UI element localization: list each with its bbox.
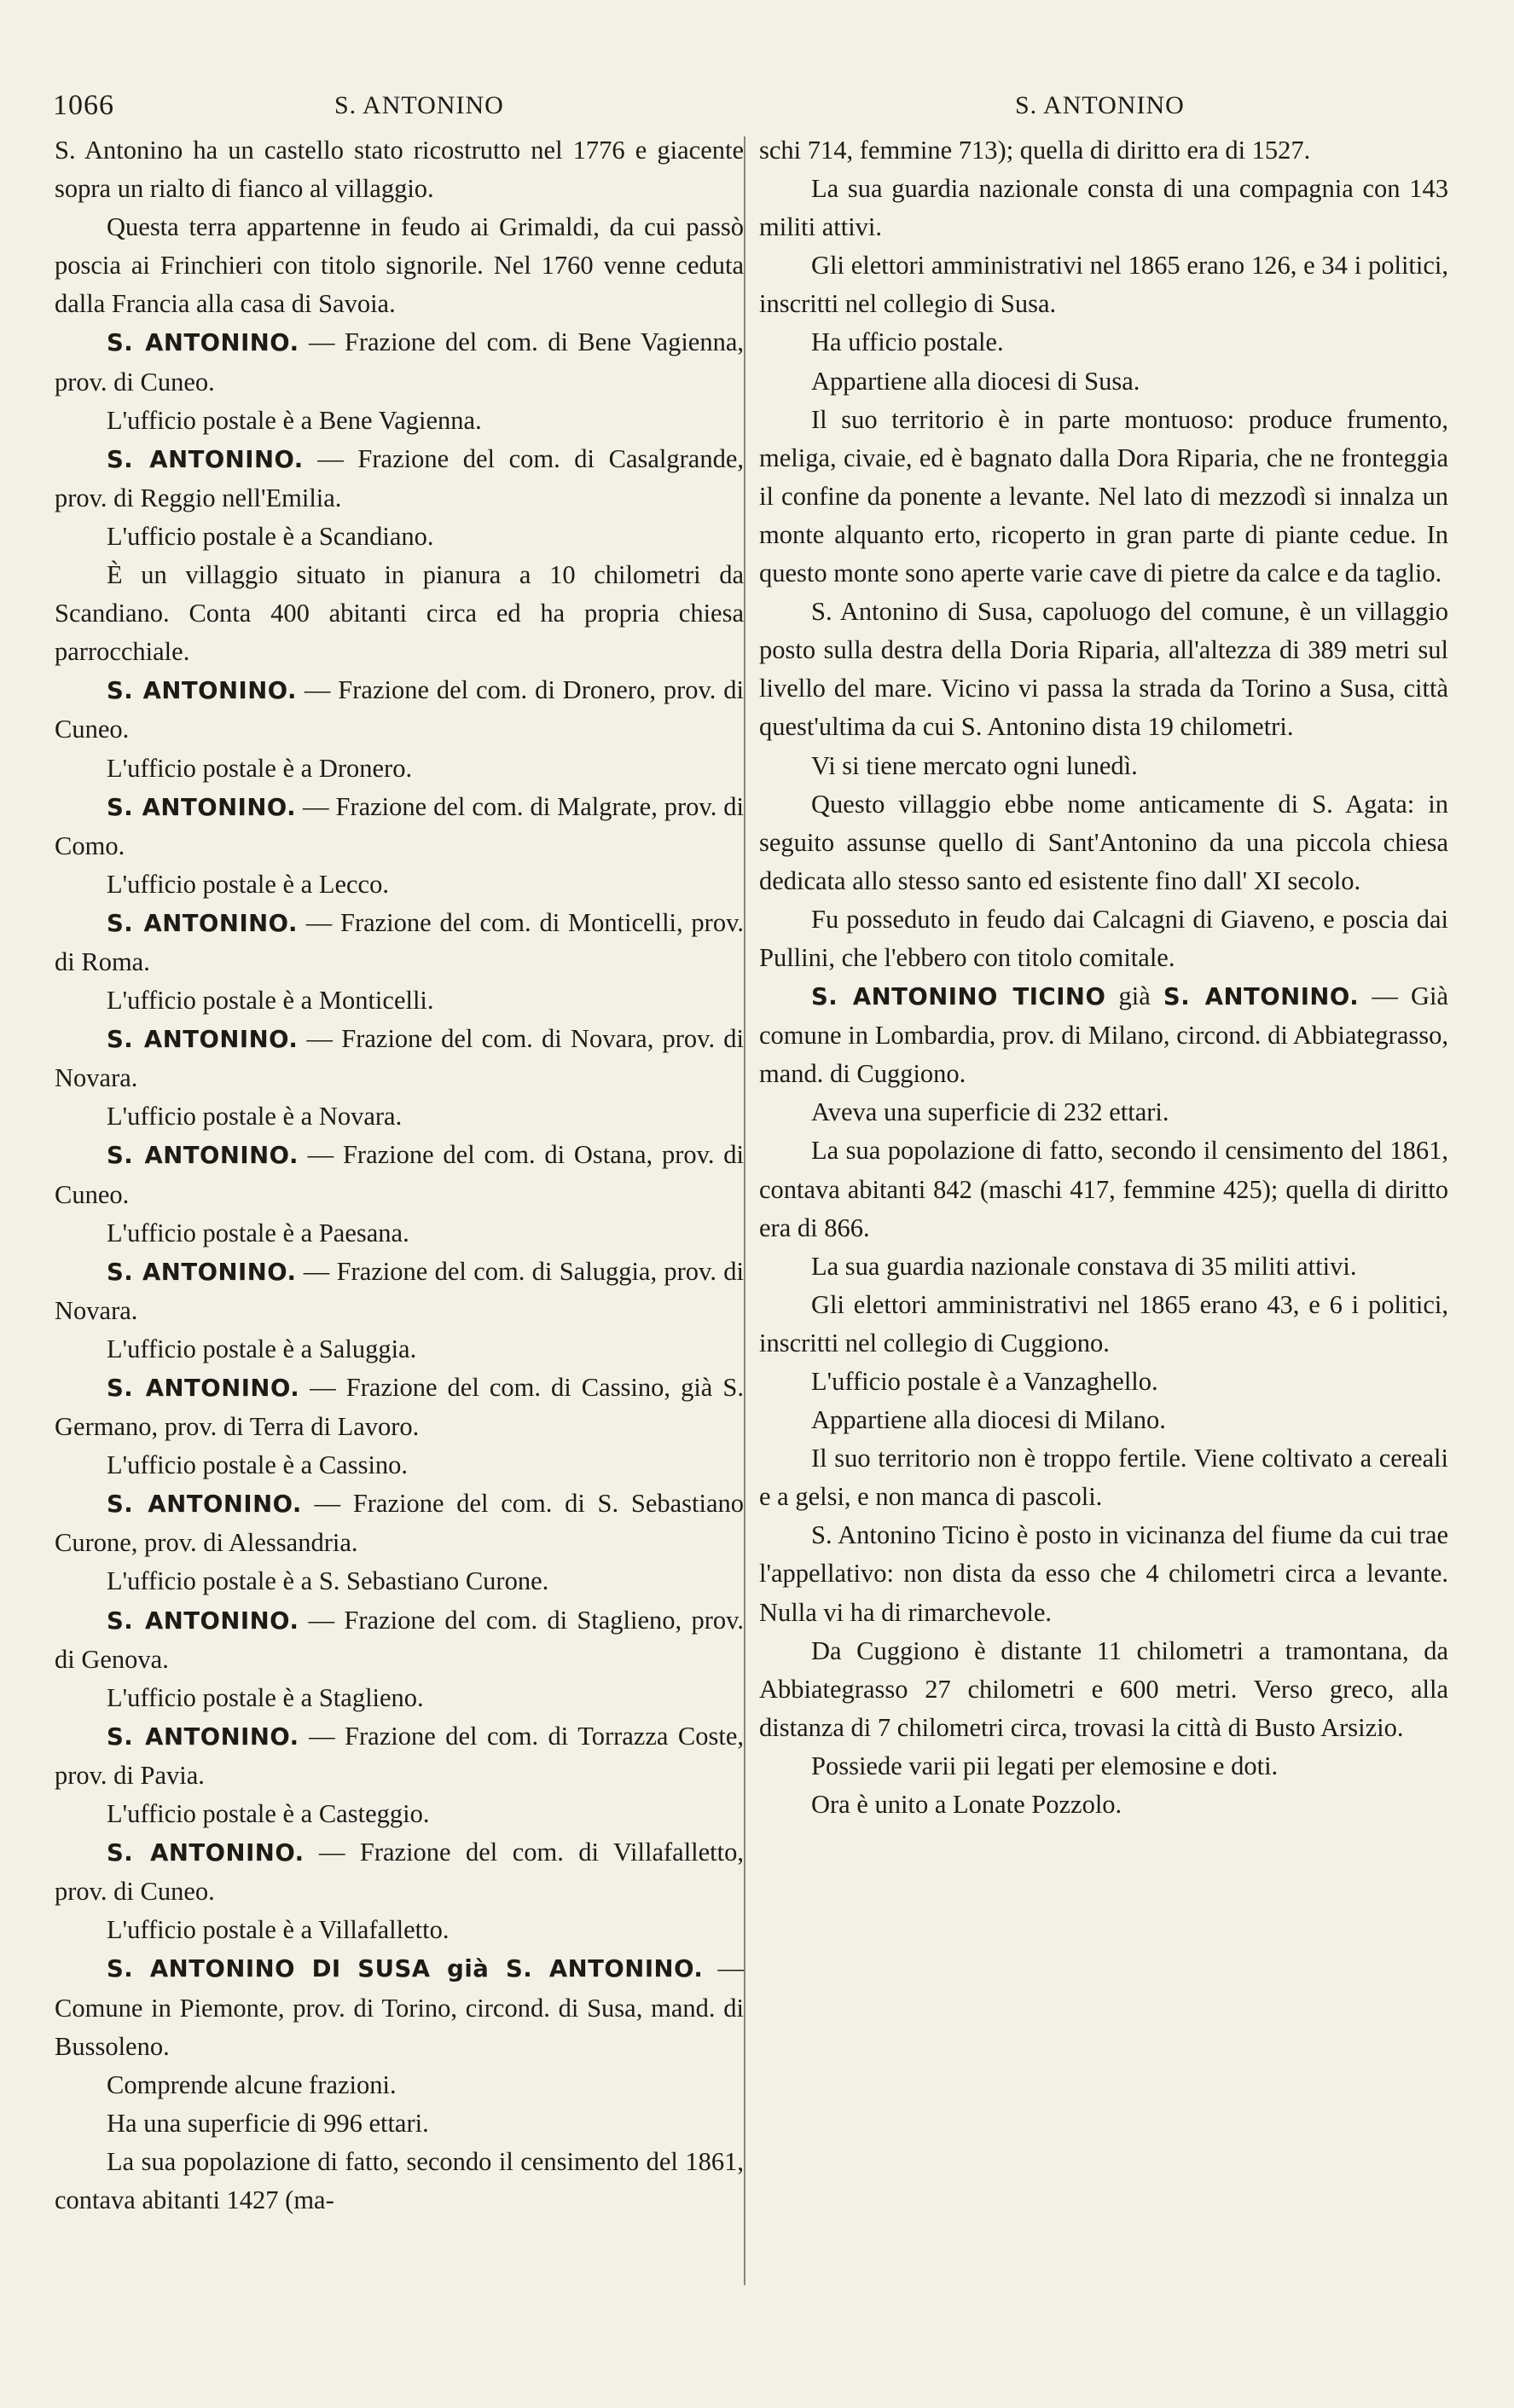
left-paragraph (55, 1214, 744, 1253)
entry-heading: S. ANTONINO DI SUSA già S. ANTONINO. (107, 1955, 704, 1983)
paragraph-text: — Frazione del com. di Monticelli, prov. di Roma. (55, 907, 744, 976)
right-paragraph (759, 1401, 1448, 1439)
paragraph-text: Gli elettori amministrativi nel 1865 erano 126, e 34 i politici, inscritti nel collegio di Susa. (759, 251, 1448, 319)
right-paragraph (759, 131, 1448, 170)
entry-heading: S. ANTONINO. (107, 1258, 297, 1286)
left-paragraph (55, 1833, 744, 1911)
left-paragraph (55, 402, 744, 440)
paragraph-text: Questa terra appartenne in feudo ai Grimaldi, da cui passò poscia ai Frinchieri con titolo signorile. Nel 1760 venne ceduta dalla Francia alla casa di Savoia. (55, 212, 744, 319)
right-paragraph (759, 900, 1448, 977)
paragraph-text: Ora è unito a Lonate Pozzolo. (811, 1790, 1122, 1820)
left-paragraph (55, 1330, 744, 1369)
paragraph-text: — Frazione del com. di Dronero, prov. di Cuneo. (55, 675, 744, 744)
left-paragraph (55, 1253, 744, 1330)
paragraph-text: schi 714, femmine 713); quella di diritto era di 1527. (759, 136, 1311, 165)
left-paragraph (55, 208, 744, 323)
paragraph-text: — Già comune in Lombardia, prov. di Milano, circond. di Abbiategrasso, mand. di Cuggiono. (759, 981, 1448, 1089)
paragraph-text: L'ufficio postale è a Bene Vagienna. (107, 405, 482, 435)
paragraph-text: — Comune in Piemonte, prov. di Torino, circond. di Susa, mand. di Bussoleno. (55, 1954, 744, 2061)
entry-heading: S. ANTONINO. (107, 909, 298, 937)
left-paragraph (55, 2066, 744, 2104)
right-paragraph (759, 1363, 1448, 1401)
paragraph-text: Ha ufficio postale. (811, 327, 1004, 357)
paragraph-text: L'ufficio postale è a Dronero. (107, 753, 413, 783)
right-paragraph (759, 323, 1448, 362)
paragraph-text: Fu posseduto in feudo dai Calcagni di Giaveno, e poscia dai Pullini, che l'ebbero con titolo comitale. (759, 904, 1448, 972)
left-paragraph (55, 440, 744, 518)
left-paragraph (55, 904, 744, 981)
paragraph-text: Possiede varii pii legati per elemosine e doti. (811, 1751, 1279, 1780)
paragraph-text: L'ufficio postale è a Villafalletto. (107, 1915, 450, 1945)
entry-heading: S. ANTONINO. (107, 1839, 305, 1867)
paragraph-text: Gli elettori amministrativi nel 1865 erano 43, e 6 i politici, inscritti nel collegio di Cuggiono. (759, 1289, 1448, 1357)
right-paragraph (759, 1747, 1448, 1786)
left-paragraph (55, 323, 744, 401)
left-paragraph (55, 518, 744, 556)
paragraph-text: L'ufficio postale è a Monticelli. (107, 986, 434, 1016)
paragraph-text: Appartiene alla diocesi di Susa. (811, 366, 1140, 396)
right-column (759, 131, 1448, 2314)
entry-heading: S. ANTONINO. (107, 1142, 299, 1170)
entry-heading: S. ANTONINO. (107, 1606, 299, 1635)
left-paragraph (55, 981, 744, 1020)
left-paragraph (55, 1020, 744, 1097)
running-head-left: S. ANTONINO (334, 91, 504, 119)
right-paragraph (759, 401, 1448, 593)
right-paragraph (759, 1132, 1448, 1247)
paragraph-text: — Frazione del com. di Malgrate, prov. di Como. (55, 791, 744, 860)
left-paragraph (55, 1136, 744, 1213)
left-column (55, 131, 744, 2314)
right-paragraph (759, 1093, 1448, 1132)
paragraph-text: È un villaggio situato in pianura a 10 chilometri da Scandiano. Conta 400 abitanti circa ed ha propria chiesa parrocchiale. (55, 560, 744, 667)
paragraph-text: Ha una superficie di 996 ettari. (107, 2108, 429, 2138)
right-paragraph (759, 593, 1448, 746)
running-head-right: S. ANTONINO (1015, 91, 1185, 119)
entry-heading: S. ANTONINO. (107, 677, 298, 705)
right-paragraph (759, 1516, 1448, 1631)
paragraph-text: L'ufficio postale è a Staglieno. (107, 1682, 424, 1712)
paragraph-text: L'ufficio postale è a Casteggio. (107, 1799, 430, 1829)
entry-heading: S. ANTONINO. (1163, 983, 1360, 1011)
left-paragraph (55, 865, 744, 904)
column-divider (744, 136, 745, 2285)
left-paragraph (55, 671, 744, 749)
paragraph-text: L'ufficio postale è a Vanzaghello. (811, 1367, 1158, 1396)
paragraph-text: già (1105, 981, 1163, 1011)
paragraph-text: La sua popolazione di fatto, secondo il censimento del 1861, contava abitanti 842 (maschi 417, femmine 425); quella di diritto era di 866. (759, 1136, 1448, 1242)
left-paragraph (55, 1446, 744, 1485)
left-paragraph (55, 750, 744, 788)
paragraph-text: — Frazione del com. di Novara, prov. di Novara. (55, 1024, 744, 1093)
paragraph-text: L'ufficio postale è a Saluggia. (107, 1334, 417, 1363)
left-paragraph (55, 2104, 744, 2143)
right-paragraph (759, 977, 1448, 1093)
paragraph-text: Aveva una superficie di 232 ettari. (811, 1097, 1169, 1127)
left-paragraph (55, 1717, 744, 1795)
left-paragraph (55, 1485, 744, 1562)
paragraph-text: L'ufficio postale è a Cassino. (107, 1450, 409, 1480)
right-paragraph (759, 1439, 1448, 1516)
left-paragraph (55, 1562, 744, 1601)
paragraph-text: Questo villaggio ebbe nome anticamente di S. Agata: in seguito assunse quello di Sant'Antonino da una piccola chiesa dedicata allo stesso santo ed esistente fino dall' XI secolo. (759, 789, 1448, 895)
left-paragraph (55, 556, 744, 671)
left-paragraph (55, 2143, 744, 2220)
entry-heading: S. ANTONINO. (107, 329, 299, 357)
page-number: 1066 (53, 90, 114, 121)
entry-heading: S. ANTONINO. (107, 1375, 300, 1402)
right-paragraph (759, 170, 1448, 246)
paragraph-text: Vi si tiene mercato ogni lunedì. (811, 750, 1138, 780)
paragraph-text: — Frazione del com. di Saluggia, prov. di Novara. (55, 1256, 744, 1325)
paragraph-text: Appartiene alla diocesi di Milano. (811, 1405, 1166, 1435)
left-paragraph (55, 1097, 744, 1136)
paragraph-text: Da Cuggiono è distante 11 chilometri a tramontana, da Abbiategrasso 27 chilometri e 600 metri. Verso greco, alla distanza di 7 chilometri circa, trovasi la città di Busto Arsizio. (759, 1635, 1448, 1742)
paragraph-text: S. Antonino ha un castello stato ricostrutto nel 1776 e giacente sopra un rialto di fianco al villaggio. (55, 136, 744, 204)
right-paragraph (759, 1286, 1448, 1363)
paragraph-text: S. Antonino Ticino è posto in vicinanza del fiume da cui trae l'appellativo: non dista da esso che 4 chilometri circa a levante. Nulla vi ha di rimarchevole. (759, 1520, 1448, 1627)
paragraph-text: — Frazione del com. di Torrazza Coste, prov. di Pavia. (55, 1721, 744, 1790)
left-paragraph (55, 131, 744, 208)
paragraph-text: Comprende alcune frazioni. (107, 2069, 397, 2099)
paragraph-text: Il suo territorio è in parte montuoso: produce frumento, meliga, civaie, ed è bagnato dalla Dora Riparia, che ne fronteggia il confine da ponente a levante. Nel lato di mezzodì si innalza un monte alquanto erto, ricoperto in gran parte di piante cedue. In questo monte sono aperte varie cave di pietre da calce e da taglio. (759, 404, 1448, 588)
paragraph-text: — Frazione del com. di Bene Vagienna, prov. di Cuneo. (55, 327, 744, 397)
left-paragraph (55, 1795, 744, 1833)
left-paragraph (55, 1911, 744, 1949)
paragraph-text: — Frazione del com. di Staglieno, prov. di Genova. (55, 1605, 744, 1674)
paragraph-text: S. Antonino di Susa, capoluogo del comune, è un villaggio posto sulla destra della Doria Riparia, all'altezza di 389 metri sul livello del mare. Vicino vi passa la strada da Torino a Susa, città quest'ultima da cui S. Antonino dista 19 chilometri. (759, 597, 1448, 742)
left-paragraph (55, 1369, 744, 1446)
right-paragraph (759, 1247, 1448, 1286)
right-paragraph (759, 1632, 1448, 1747)
right-paragraph (759, 785, 1448, 900)
paragraph-text: — Frazione del com. di S. Sebastiano Curone, prov. di Alessandria. (55, 1489, 744, 1558)
paragraph-text: — Frazione del com. di Cassino, già S. Germano, prov. di Terra di Lavoro. (55, 1373, 744, 1442)
left-paragraph (55, 788, 744, 865)
entry-heading: S. ANTONINO. (107, 1722, 299, 1751)
entry-heading: S. ANTONINO TICINO (811, 983, 1106, 1011)
paragraph-text: La sua guardia nazionale constava di 35 militi attivi. (811, 1251, 1357, 1281)
entry-heading: S. ANTONINO. (107, 793, 297, 821)
right-paragraph (759, 362, 1448, 401)
paragraph-text: L'ufficio postale è a Novara. (107, 1102, 403, 1132)
right-paragraph (759, 246, 1448, 323)
paragraph-text: L'ufficio postale è a Paesana. (107, 1218, 409, 1247)
paragraph-text: — Frazione del com. di Villafalletto, prov. di Cuneo. (55, 1838, 744, 1907)
right-paragraph (759, 747, 1448, 785)
entry-heading: S. ANTONINO. (107, 1491, 302, 1519)
left-paragraph (55, 1679, 744, 1717)
paragraph-text: L'ufficio postale è a S. Sebastiano Curone. (107, 1566, 549, 1596)
paragraph-text: — Frazione del com. di Ostana, prov. di Cuneo. (55, 1140, 744, 1209)
right-paragraph (759, 1786, 1448, 1824)
left-paragraph (55, 1949, 744, 2065)
paragraph-text: L'ufficio postale è a Scandiano. (107, 521, 434, 551)
entry-heading: S. ANTONINO. (107, 445, 304, 473)
paragraph-text: L'ufficio postale è a Lecco. (107, 869, 389, 899)
paragraph-text: La sua popolazione di fatto, secondo il censimento del 1861, contava abitanti 1427 (ma- (55, 2146, 744, 2214)
paragraph-text: Il suo territorio non è troppo fertile. Viene coltivato a cereali e a gelsi, e non manca di pascoli. (759, 1444, 1448, 1512)
paragraph-text: La sua guardia nazionale consta di una compagnia con 143 militi attivi. (759, 174, 1448, 242)
paragraph-text: — Frazione del com. di Casalgrande, prov. di Reggio nell'Emilia. (55, 443, 744, 512)
left-paragraph (55, 1601, 744, 1679)
entry-heading: S. ANTONINO. (107, 1026, 299, 1054)
